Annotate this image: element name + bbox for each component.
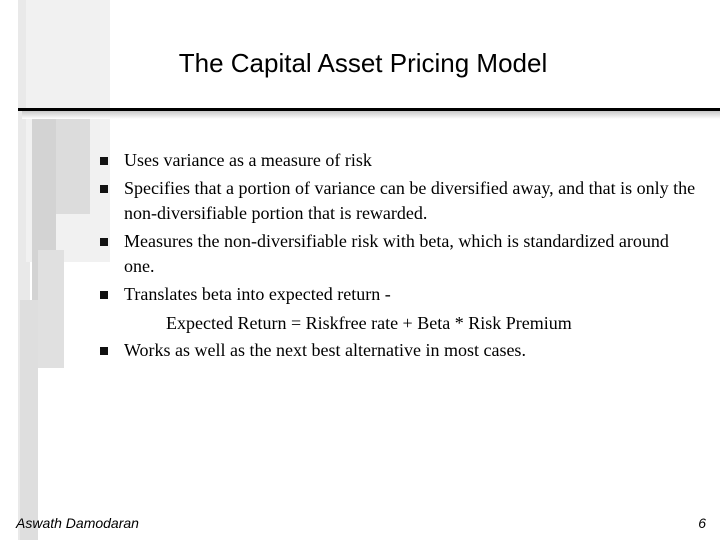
decorative-stripe-5: [38, 250, 64, 368]
decorative-stripe-6: [20, 300, 38, 540]
slide-title: The Capital Asset Pricing Model: [178, 48, 548, 78]
bullet-text: Works as well as the next best alternative in most cases.: [124, 340, 526, 360]
capm-formula: Expected Return = Riskfree rate + Beta * Risk Premium: [166, 313, 572, 333]
bullet-item: [98, 282, 698, 307]
bullet-item: [98, 338, 698, 363]
bullet-text: Specifies that a portion of variance can be diversified away, and that is only the non-diversifiable portion that is rewarded.: [124, 178, 696, 223]
title-rule-shadow: [22, 111, 720, 119]
square-bullet-icon: [100, 291, 108, 299]
square-bullet-icon: [100, 157, 108, 165]
page-number: 6: [698, 515, 706, 531]
square-bullet-icon: [100, 238, 108, 246]
square-bullet-icon: [100, 185, 108, 193]
bullet-text: Measures the non-diversifiable risk with beta, which is standardized around one.: [124, 231, 669, 276]
bullet-item: [98, 148, 698, 173]
bullet-item: [98, 229, 698, 279]
bullet-item: [98, 176, 698, 226]
square-bullet-icon: [100, 347, 108, 355]
footer-author: Aswath Damodaran: [16, 515, 139, 531]
bullet-text: Uses variance as a measure of risk: [124, 150, 372, 170]
bullet-text: Translates beta into expected return -: [124, 284, 391, 304]
